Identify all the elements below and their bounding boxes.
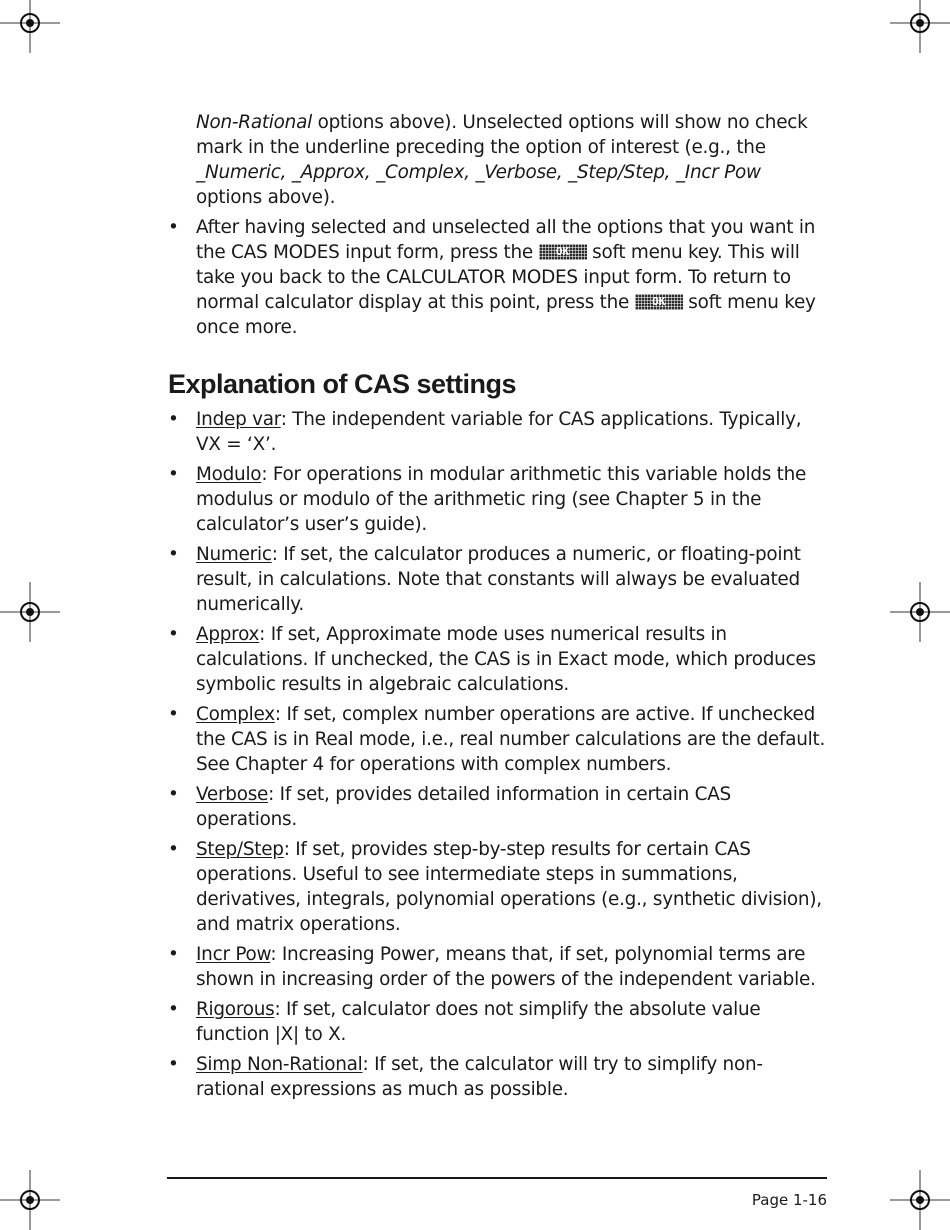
setting-description: : The independent variable for CAS applications. Typically, VX = ‘X’. (196, 409, 802, 455)
list-item (168, 542, 828, 617)
bullet-dot: • (168, 999, 179, 1020)
setting-description: : If set, provides detailed information in certain CAS operations. (196, 784, 731, 830)
list-item (168, 782, 828, 832)
setting-description: : If set, complex number operations are active. If unchecked the CAS is in Real mode, i.e., real number calculations are the default. See Chapter 4 for operations with complex numbers. (196, 704, 826, 775)
bullet-dot: • (168, 544, 179, 565)
bullet-dot: • (168, 944, 179, 965)
section-title: Explanation of CAS settings (168, 369, 517, 399)
ok-softkey-icon (635, 294, 683, 310)
bullet-dot: • (168, 464, 179, 485)
setting-description: : If set, the calculator will try to simplify non-rational expressions as much as possible. (196, 1054, 763, 1100)
setting-term: Indep var (196, 409, 281, 430)
bullet-dot: • (168, 839, 179, 860)
list-item (168, 837, 828, 937)
registration-mark-top-right (890, 0, 950, 53)
page-number: Page 1-16 (751, 1191, 827, 1209)
bullet-dot: • (168, 624, 179, 645)
softkey-label: OK (652, 295, 666, 308)
setting-description: : For operations in modular arithmetic this variable holds the modulus or modulo of the arithmetic ring (see Chapter 5 in the calculator’s user’s guide). (196, 464, 807, 535)
settings-list (168, 407, 828, 1102)
continuation-paragraph (196, 110, 828, 210)
intro-text-b: soft menu key. This will take you back to the CALCULATOR MODES input form. To return to normal calculator display at this point, press the (196, 242, 800, 313)
list-item (168, 942, 828, 992)
registration-mark-bottom-left (0, 1170, 60, 1230)
setting-term: Approx (196, 624, 260, 645)
setting-term: Incr Pow (196, 944, 271, 965)
setting-term: Step/Step (196, 839, 284, 860)
bullet-dot: • (168, 1054, 179, 1075)
registration-mark-top-left (0, 0, 60, 53)
setting-term: Complex (196, 704, 275, 725)
list-item (168, 407, 828, 457)
bullet-dot: • (168, 784, 179, 805)
list-item (168, 1052, 828, 1102)
continuation-text-b: options above). (196, 187, 336, 208)
ok-softkey-icon (539, 244, 587, 260)
setting-term: Simp Non-Rational (196, 1054, 363, 1075)
setting-term: Numeric (196, 544, 272, 565)
setting-term: Verbose (196, 784, 269, 805)
bullet-dot: • (168, 409, 179, 430)
intro-text-a: After having selected and unselected all the options that you want in the CAS MODES input form, press the (196, 217, 816, 263)
continuation-text-a: options above). Unselected options will show no check mark in the underline preceding the option of interest (e.g., the (196, 112, 808, 158)
list-item (168, 622, 828, 697)
page-content (168, 110, 828, 1102)
registration-mark-middle-left (0, 582, 60, 642)
bullet-dot: • (168, 217, 179, 238)
setting-description: : If set, the calculator produces a numeric, or floating-point result, in calculations. Note that constants will always be evaluated numerically. (196, 544, 801, 615)
registration-mark-middle-right (890, 582, 950, 642)
setting-term: Modulo (196, 464, 262, 485)
softkey-label: OK (555, 245, 570, 258)
setting-description: : Increasing Power, means that, if set, polynomial terms are shown in increasing order of the powers of the independent variable. (196, 944, 816, 990)
italic-options-list: _Numeric, _Approx, _Complex, _Verbose, _Step/Step, _Incr Pow (196, 162, 761, 183)
italic-lead: Non-Rational (196, 112, 312, 133)
setting-description: : If set, provides step-by-step results for certain CAS operations. Useful to see intermediate steps in summations, derivatives, integrals, polynomial operations (e.g., synthetic division), and matrix operations. (196, 839, 822, 935)
setting-description: : If set, calculator does not simplify the absolute value function |X| to X. (196, 999, 761, 1045)
setting-term: Rigorous (196, 999, 275, 1020)
list-item (168, 462, 828, 537)
registration-mark-bottom-right (890, 1170, 950, 1230)
list-item (168, 702, 828, 777)
footer-rule (167, 1177, 827, 1179)
list-item (168, 997, 828, 1047)
intro-text-c: soft menu key once more. (196, 292, 816, 338)
setting-description: : If set, Approximate mode uses numerical results in calculations. If unchecked, the CAS is in Exact mode, which produces symbolic results in algebraic calculations. (196, 624, 816, 695)
intro-bullet (168, 215, 828, 340)
bullet-dot: • (168, 704, 179, 725)
